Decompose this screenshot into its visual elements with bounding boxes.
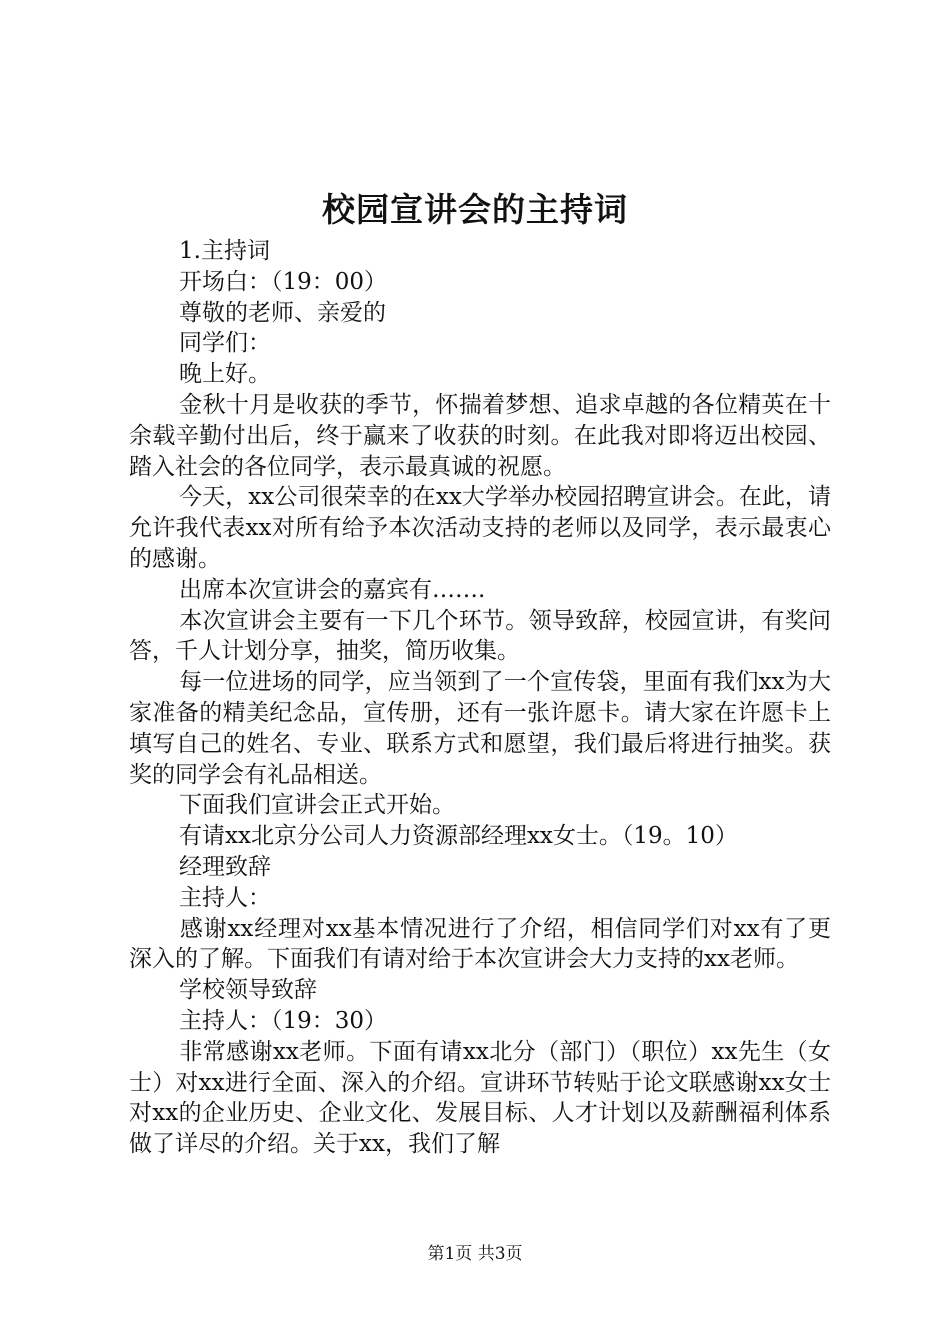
paragraph-line: 有请xx北京分公司人力资源部经理xx女士。（19。10） xyxy=(179,823,738,850)
paragraph-line: 开场白：（19：00） xyxy=(179,268,388,295)
paragraph-line: 经理致辞 xyxy=(179,853,271,880)
document-title: 校园宣讲会的主持词 xyxy=(322,190,628,229)
paragraph: 本次宣讲会主要有一下几个环节。领导致辞，校园宣讲，有奖问答，千人计划分享，抽奖，简历收集。 xyxy=(129,607,831,665)
paragraph: 非常感谢xx老师。下面有请xx北分（部门）（职位）xx先生（女士）对xx进行全面、深入的介绍。宣讲环节转贴于论文联感谢xx女士对xx的企业历史、企业文化、发展目标、人才计划以及薪酬福利体系做了详尽的介绍。关于xx，我们了解 xyxy=(129,1038,831,1158)
paragraph: 今天，xx公司很荣幸的在xx大学举办校园招聘宣讲会。在此，请允许我代表xx对所有给予本次活动支持的老师以及同学，表示最衷心的感谢。 xyxy=(129,484,831,572)
paragraph-line: 学校领导致辞 xyxy=(179,977,317,1004)
paragraph-line: 晚上好。 xyxy=(179,361,271,388)
page-footer: 第1页 共3页 xyxy=(427,1244,523,1264)
paragraph: 感谢xx经理对xx基本情况进行了介绍，相信同学们对xx有了更深入的了解。下面我们有请对给于本次宣讲会大力支持的xx老师。 xyxy=(129,915,831,973)
document-body xyxy=(129,236,831,1160)
paragraph-line: 出席本次宣讲会的嘉宾有……. xyxy=(179,576,486,603)
paragraph: 每一位进场的同学，应当领到了一个宣传袋，里面有我们xx为大家准备的精美纪念品，宣传册，还有一张许愿卡。请大家在许愿卡上填写自己的姓名、专业、联系方式和愿望，我们最后将进行抽奖。获奖的同学会有礼品相送。 xyxy=(129,669,831,788)
paragraph: 金秋十月是收获的季节，怀揣着梦想、追求卓越的各位精英在十余载辛勤付出后，终于赢来了收获的时刻。在此我对即将迈出校园、踏入社会的各位同学，表示最真诚的祝愿。 xyxy=(129,391,831,480)
paragraph-line: 下面我们宣讲会正式开始。 xyxy=(179,792,455,819)
paragraph-line: 同学们： xyxy=(179,330,271,357)
paragraph-line: 尊敬的老师、亲爱的 xyxy=(179,299,386,326)
paragraph-line: 1.主持词 xyxy=(179,238,270,264)
paragraph-line: 主持人：（19：30） xyxy=(179,1007,388,1034)
paragraph-line: 主持人： xyxy=(179,884,271,911)
